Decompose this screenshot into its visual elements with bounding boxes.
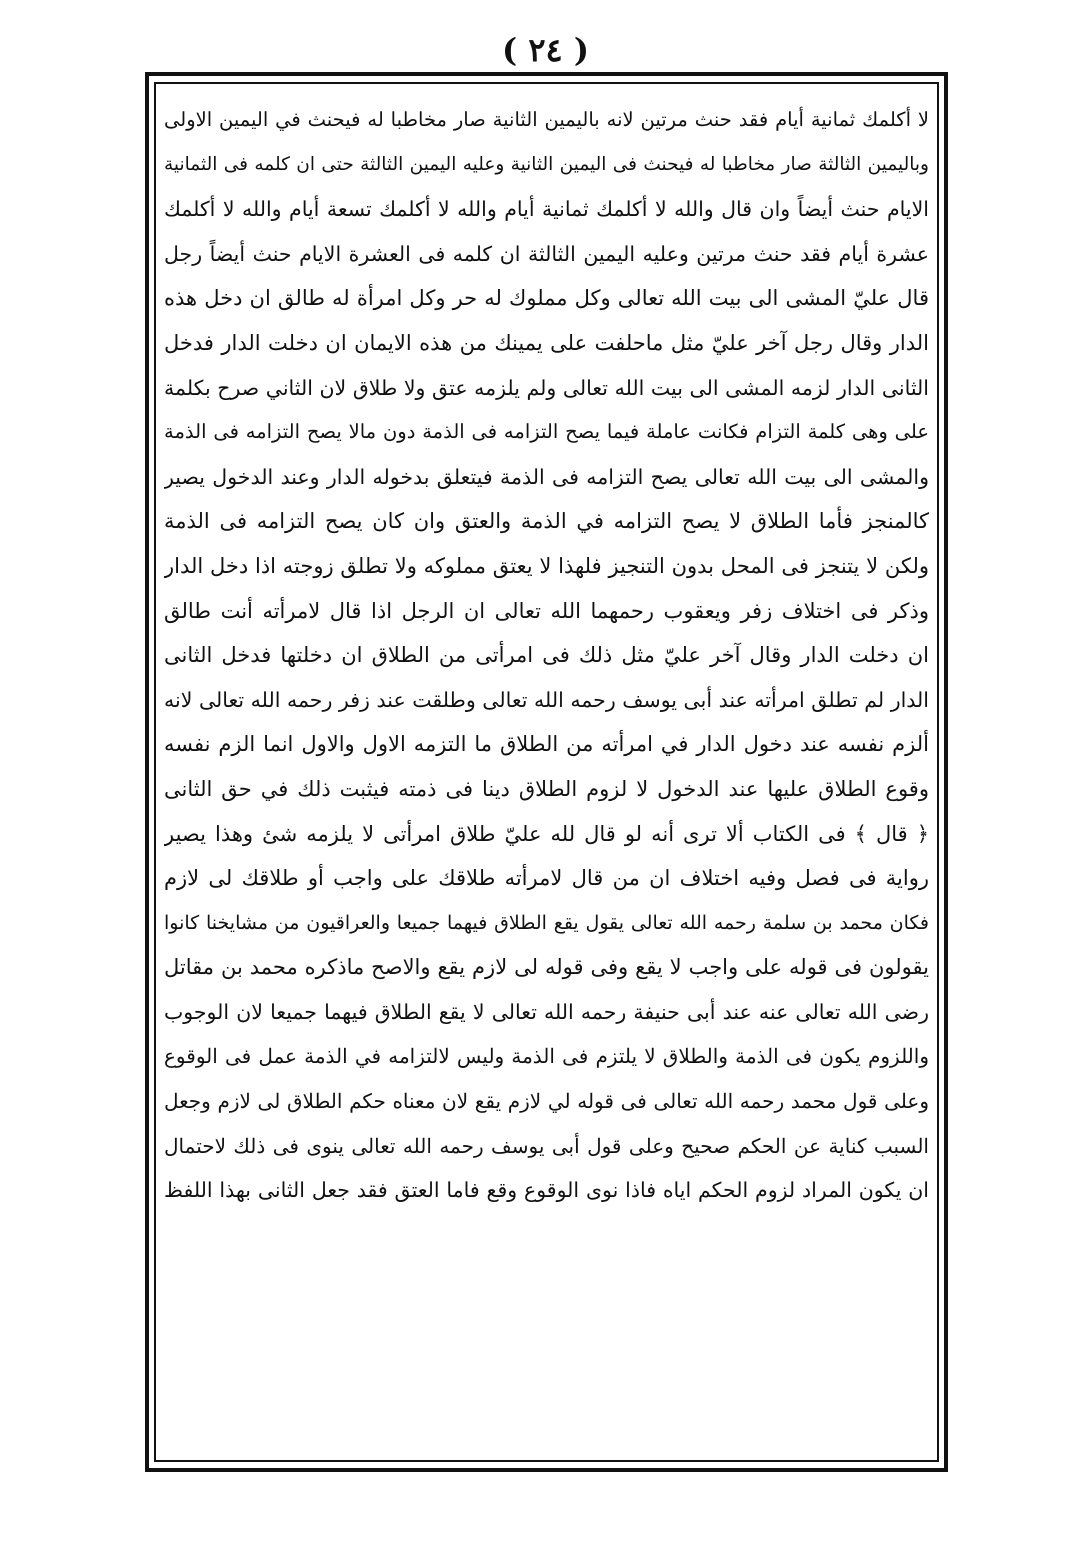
text-line: عشرة أيام فقد حنث مرتين وعليه اليمين الثالثة ان كلمه فى العشرة الايام حنث أيضاً رجل [164,241,929,266]
text-line: الدار لم تطلق امرأته عند أبى يوسف رحمه الله تعالى وطلقت عند زفر رحمه الله تعالى لانه [164,687,929,712]
text-line: ان دخلت الدار وقال آخر عليّ مثل ذلك فى امرأتى من الطلاق ان دخلتها فدخل الثانى [164,643,929,668]
page-number: ( ٢٤ ) [502,31,589,69]
text-line: السبب كناية عن الحكم صحيح وعلى قول أبى يوسف رحمه الله تعالى ينوى فى ذلك لاحتمال [164,1133,929,1158]
text-line: الثانى الدار لزمه المشى الى بيت الله تعالى ولم يلزمه عتق ولا طلاق لان الثاني صرح بكلمة [164,375,929,400]
text-line: لا أكلمك ثمانية أيام فقد حنث مرتين لانه باليمين الثانية صار مخاطبا له فيحنث في اليمين الاولى [164,108,929,131]
text-line: ولكن لا يتنجز فى المحل بدون التنجيز فلهذا لا يعتق مملوكه ولا تطلق زوجته اذا دخل الدار [164,553,929,578]
body-text [164,98,929,1213]
text-line: ﴿ قال ﴾ فى الكتاب ألا ترى أنه لو قال لله عليّ طلاق امرأتى لا يلزمه شئ وهذا يصير [164,821,929,846]
text-line: رضى الله تعالى عنه عند أبى حنيفة رحمه الله تعالى لا يقع الطلاق فيهما جميعا لان الوجوب [164,999,929,1024]
text-line: والمشى الى بيت الله تعالى يصح التزامه فى الذمة فيتعلق بدخوله الدار وعند الدخول يصير [164,464,929,489]
text-line: وذكر فى اختلاف زفر ويعقوب رحمهما الله تعالى ان الرجل اذا قال لامرأته أنت طالق [164,598,929,623]
text-line: ان يكون المراد لزوم الحكم اياه فاذا نوى الوقوع وقع فاما العتق فقد جعل الثانى بهذا اللفظ [164,1178,929,1203]
text-line: واللزوم يكون فى الذمة والطلاق لا يلتزم فى الذمة وليس لالتزامه في الذمة عمل فى الوقوع [164,1044,929,1069]
text-line: وقوع الطلاق عليها عند الدخول لا لزوم الطلاق دينا فى ذمته فيثبت ذلك في حق الثانى [164,776,929,801]
page-border [145,72,948,1472]
page-inner-border [154,82,939,1462]
text-line: وباليمين الثالثة صار مخاطبا له فيحنث فى اليمين الثانية وعليه اليمين الثالثة حتى ان كلمه فى الثمانية [164,153,929,175]
text-line: كالمنجز فأما الطلاق لا يصح التزامه في الذمة والعتق وان كان يصح التزامه فى الذمة [164,509,929,534]
text-line: فكان محمد بن سلمة رحمه الله تعالى يقول يقع الطلاق فيهما جميعا والعراقيون من مشايخنا كانوا [164,911,929,934]
text-line: الدار وقال رجل آخر عليّ مثل ماحلفت على يمينك من هذه الايمان ان دخلت الدار فدخل [164,330,929,355]
text-line: على وهى كلمة التزام فكانت عاملة فيما يصح التزامه فى الذمة دون مالا يصح التزامه فى الذمة [164,420,929,444]
text-line: ألزم نفسه عند دخول الدار في امرأته من الطلاق ما التزمه الاول والاول انما الزم نفسه [164,732,929,757]
text-line: الايام حنث أيضاً وان قال والله لا أكلمك ثمانية أيام والله لا أكلمك تسعة أيام والله لا أكلمك [164,197,929,222]
text-line: قال عليّ المشى الى بيت الله تعالى وكل مملوك له حر وكل امرأة له طالق ان دخل هذه [164,286,929,311]
text-line: رواية فى فصل وفيه اختلاف ان من قال لامرأته طلاقك على واجب أو طلاقك لى لازم [164,866,929,891]
text-line: يقولون فى قوله على واجب لا يقع وفى قوله لى لازم يقع والاصح ماذكره محمد بن مقاتل [164,955,929,980]
text-line: وعلى قول محمد رحمه الله تعالى فى قوله لي لازم يقع لان معناه حكم الطلاق لى لازم وجعل [164,1089,929,1114]
